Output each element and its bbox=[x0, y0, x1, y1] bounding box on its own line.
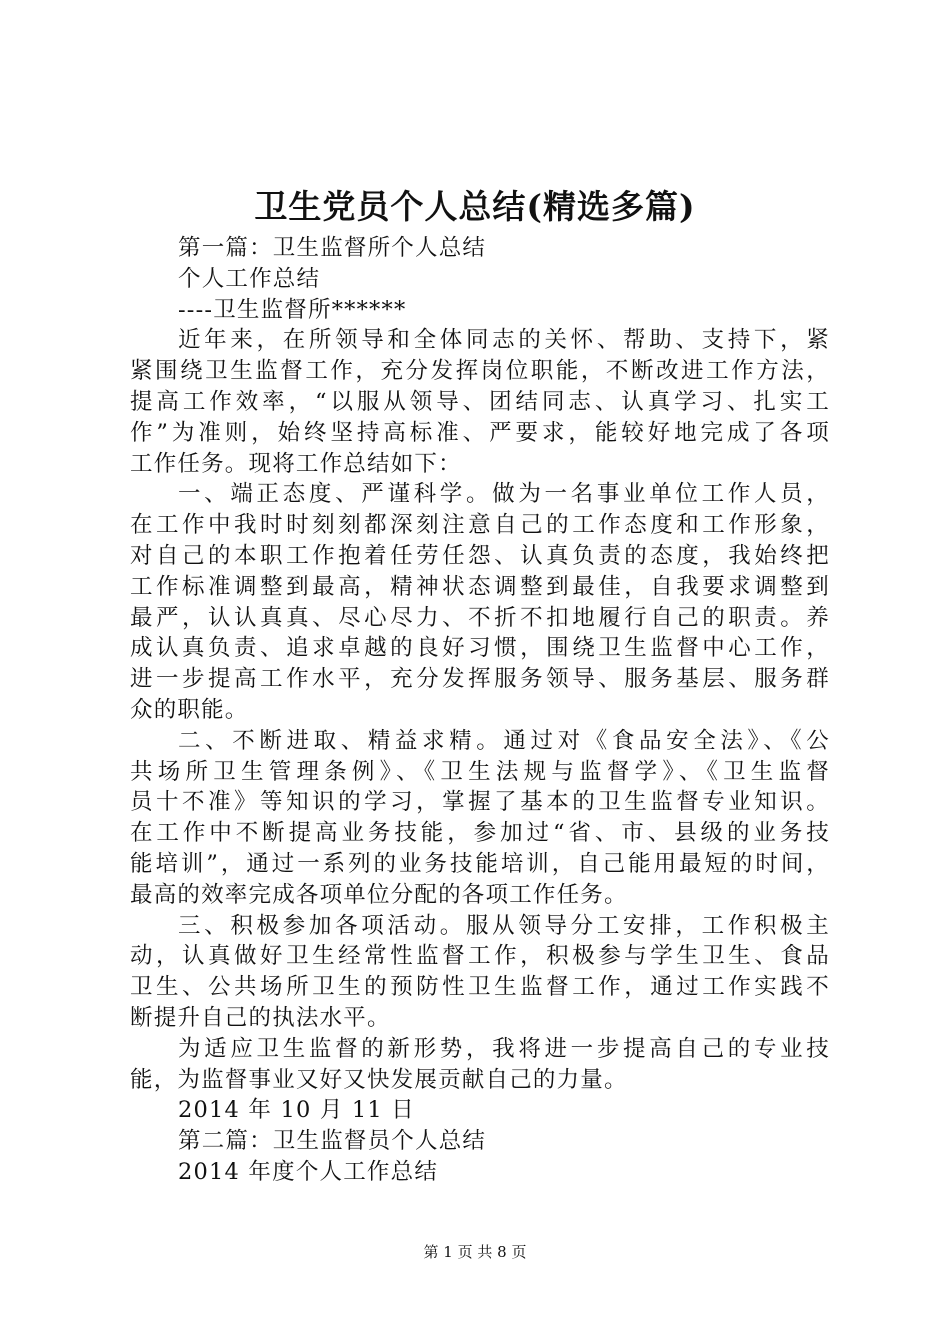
text-line: 在工作中我时时刻刻都深刻注意自己的工作态度和工作形象， bbox=[130, 512, 830, 539]
text-line: 最严，认认真真、尽心尽力、不折不扣地履行自己的职责。养 bbox=[130, 604, 830, 631]
text-line: 二、不断进取、精益求精。通过对《食品安全法》、《公 bbox=[178, 727, 830, 754]
text-line: 2014 年度个人工作总结 bbox=[178, 1158, 439, 1185]
text-line: 断提升自己的执法水平。 bbox=[130, 1004, 391, 1031]
text-line: 进一步提高工作水平，充分发挥服务领导、服务基层、服务群 bbox=[130, 666, 830, 693]
text-line: 成认真负责、追求卓越的良好习惯，围绕卫生监督中心工作， bbox=[130, 635, 830, 662]
text-line: 为适应卫生监督的新形势，我将进一步提高自己的专业技 bbox=[178, 1035, 830, 1062]
text-line: 一、端正态度、严谨科学。做为一名事业单位工作人员， bbox=[178, 481, 830, 508]
document-body bbox=[130, 233, 830, 1188]
document-title: 卫生党员个人总结(精选多篇) bbox=[254, 187, 696, 226]
text-line: 2014 年 10 月 11 日 bbox=[178, 1097, 415, 1124]
text-line: 能培训”，通过一系列的业务技能培训，自己能用最短的时间， bbox=[130, 850, 830, 877]
text-line: 作”为准则，始终坚持高标准、严要求，能较好地完成了各项 bbox=[130, 419, 830, 446]
text-line: 众的职能。 bbox=[130, 696, 249, 723]
text-line: 工作任务。现将工作总结如下： bbox=[130, 450, 462, 477]
text-line: 在工作中不断提高业务技能，参加过“省、市、县级的业务技 bbox=[130, 820, 830, 847]
text-line: 对自己的本职工作抱着任劳任怨、认真负责的态度，我始终把 bbox=[130, 542, 830, 569]
text-line: 卫生、公共场所卫生的预防性卫生监督工作，通过工作实践不 bbox=[130, 974, 830, 1001]
text-line: 第一篇：卫生监督所个人总结 bbox=[178, 235, 487, 261]
text-line: 提高工作效率，“以服从领导、团结同志、认真学习、扎实工 bbox=[130, 388, 830, 415]
text-line: 紧围绕卫生监督工作，充分发挥岗位职能，不断改进工作方法， bbox=[130, 358, 830, 385]
text-line: 工作标准调整到最高，精神状态调整到最佳，自我要求调整到 bbox=[130, 573, 830, 600]
text-line: 近年来，在所领导和全体同志的关怀、帮助、支持下，紧 bbox=[178, 327, 830, 354]
text-line: ----卫生监督所****** bbox=[178, 296, 407, 323]
text-line: 员十不准》等知识的学习，掌握了基本的卫生监督专业知识。 bbox=[130, 789, 830, 816]
page-footer: 第 1 页 共 8 页 bbox=[423, 1243, 527, 1261]
text-line: 三、积极参加各项活动。服从领导分工安排，工作积极主 bbox=[178, 912, 830, 939]
text-line: 最高的效率完成各项单位分配的各项工作任务。 bbox=[130, 881, 628, 908]
text-line: 个人工作总结 bbox=[178, 265, 321, 292]
text-line: 第二篇：卫生监督员个人总结 bbox=[178, 1128, 487, 1155]
text-line: 共场所卫生管理条例》、《卫生法规与监督学》、《卫生监督 bbox=[130, 758, 830, 785]
text-line: 动，认真做好卫生经常性监督工作，积极参与学生卫生、食品 bbox=[130, 943, 830, 970]
text-line: 能，为监督事业又好又快发展贡献自己的力量。 bbox=[130, 1066, 628, 1093]
